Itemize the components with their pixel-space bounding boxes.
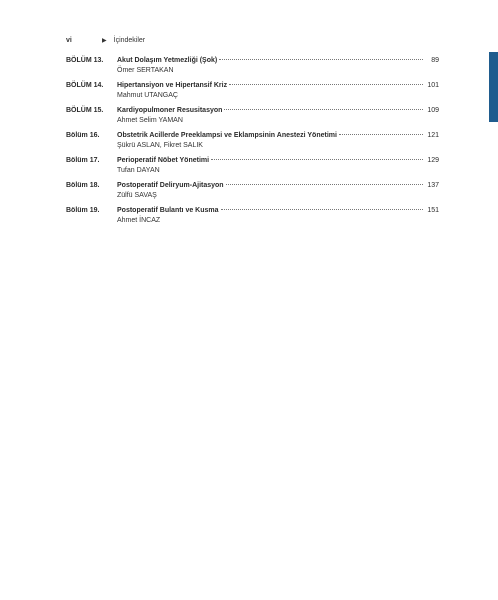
chapter-authors: Şükrü ASLAN, Fikret SALIK bbox=[117, 142, 203, 149]
dot-leader bbox=[221, 209, 423, 210]
chapter-title[interactable]: Hipertansiyon ve Hipertansif Kriz bbox=[117, 82, 228, 89]
page-ref: 101 bbox=[427, 82, 439, 89]
dot-leader bbox=[226, 184, 423, 185]
chapter-number: BÖLÜM 13. bbox=[66, 57, 104, 64]
triangle-right-icon: ▶ bbox=[102, 38, 107, 44]
page-ref: 121 bbox=[427, 132, 439, 139]
chapter-title[interactable]: Obstetrik Acillerde Preeklampsi ve Eklampsinin Anestezi Yönetimi bbox=[117, 132, 337, 139]
chapter-authors: Ömer SERTAKAN bbox=[117, 67, 174, 74]
page-ref: 129 bbox=[427, 157, 439, 164]
dot-leader bbox=[219, 59, 423, 60]
table-of-contents bbox=[66, 56, 439, 231]
chapter-authors: Ahmet İNCAZ bbox=[117, 217, 161, 224]
chapter-number: Bölüm 16. bbox=[66, 132, 100, 139]
dot-leader bbox=[339, 134, 423, 135]
chapter-authors: Ahmet Selim YAMAN bbox=[117, 117, 183, 124]
chapter-authors: Zülfü SAVAŞ bbox=[117, 192, 157, 199]
toc-entry[interactable] bbox=[66, 106, 439, 125]
chapter-number: Bölüm 17. bbox=[66, 157, 100, 164]
toc-entry[interactable] bbox=[66, 181, 439, 200]
page-header bbox=[66, 37, 145, 44]
toc-entry[interactable] bbox=[66, 56, 439, 75]
dot-leader bbox=[229, 84, 423, 85]
page-ref: 137 bbox=[427, 182, 439, 189]
chapter-number: Bölüm 18. bbox=[66, 182, 100, 189]
chapter-title[interactable]: Kardiyopulmoner Resusitasyon bbox=[117, 107, 223, 114]
chapter-title[interactable]: Perioperatif Nöbet Yönetimi bbox=[117, 157, 210, 164]
toc-entry[interactable] bbox=[66, 206, 439, 225]
chapter-number: Bölüm 19. bbox=[66, 207, 100, 214]
page-ref: 109 bbox=[427, 107, 439, 114]
page-number: vi bbox=[66, 37, 72, 44]
chapter-title[interactable]: Postoperatif Bulantı ve Kusma bbox=[117, 207, 219, 214]
chapter-title[interactable]: Postoperatif Deliryum-Ajitasyon bbox=[117, 182, 224, 189]
toc-entry[interactable] bbox=[66, 156, 439, 175]
chapter-number: BÖLÜM 14. bbox=[66, 82, 104, 89]
page-ref: 89 bbox=[431, 57, 439, 64]
chapter-authors: Mahmut UTANGAÇ bbox=[117, 92, 178, 99]
chapter-number: BÖLÜM 15. bbox=[66, 107, 104, 114]
side-tab-marker bbox=[489, 52, 498, 122]
dot-leader bbox=[211, 159, 423, 160]
chapter-authors: Tufan DAYAN bbox=[117, 167, 160, 174]
dot-leader bbox=[224, 109, 423, 110]
toc-entry[interactable] bbox=[66, 131, 439, 150]
chapter-title[interactable]: Akut Dolaşım Yetmezliği (Şok) bbox=[117, 57, 218, 64]
page-ref: 151 bbox=[427, 207, 439, 214]
section-title: İçindekiler bbox=[113, 37, 146, 44]
toc-entry[interactable] bbox=[66, 81, 439, 100]
